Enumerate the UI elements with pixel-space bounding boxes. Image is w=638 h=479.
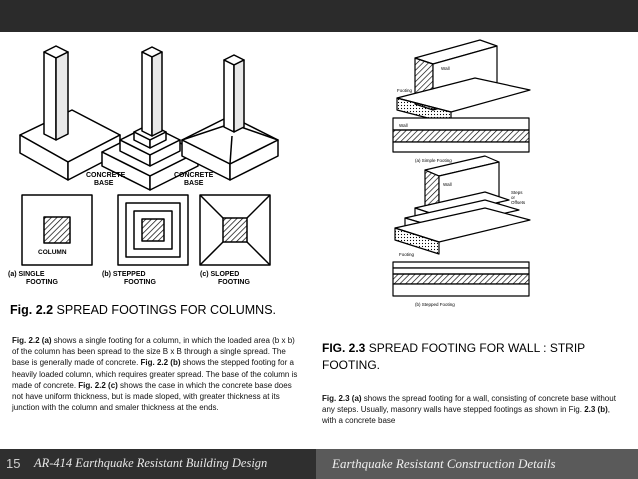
label-steps: Steps xyxy=(511,190,523,195)
label-wall-2: Wall xyxy=(399,123,408,128)
spread-footings-drawing xyxy=(2,40,298,296)
right-caption-text: SPREAD FOOTING FOR WALL : STRIP FOOTING. xyxy=(322,341,585,372)
label-steps-or: or xyxy=(511,195,516,200)
left-figure-caption xyxy=(10,303,276,317)
right-para-text-1: shows the spread footing for a wall, consisting of concrete base without any steps. Usually, masonry walls have stepped footings as shown in Fig. xyxy=(322,394,616,415)
page-number: 15 xyxy=(6,456,21,471)
label-concrete-base-2b: BASE xyxy=(184,180,204,187)
label-wall-3: Wall xyxy=(443,182,452,187)
label-column: COLUMN xyxy=(38,249,67,256)
footer-section-box xyxy=(316,449,638,479)
label-concrete-base-1: CONCRETE xyxy=(86,172,126,179)
label-concrete-base-1b: BASE xyxy=(94,180,114,187)
right-para-text-2: , with a concrete base xyxy=(322,405,610,426)
left-para-text-2: shows the stepped footing for a heavily loaded column, which requires greater spread. The base of the column is made of concrete. xyxy=(12,358,298,390)
caption-a-simple-footing: (a) Simple Footing xyxy=(415,158,452,163)
left-caption-text: SPREAD FOOTINGS FOR COLUMNS. xyxy=(53,303,277,317)
label-footing: Footing xyxy=(397,88,413,93)
footer-section-title: Earthquake Resistant Construction Details xyxy=(332,456,556,471)
left-para-ref-2: Fig. 2.2 (b) xyxy=(140,358,181,368)
footer-course-title: AR-414 Earthquake Resistant Building Design xyxy=(34,456,268,470)
right-paragraph xyxy=(322,393,622,427)
label-concrete-base-2: CONCRETE xyxy=(174,172,214,179)
left-para-ref-1: Fig. 2.2 (a) xyxy=(12,336,52,345)
left-para-text-1: shows a single footing for a column, in which the loaded area (b x b) of the column has been spread to the size B x B through a single spread. The base is generally made of concrete. xyxy=(12,336,295,368)
right-para-ref-1: Fig. 2.3 (a) xyxy=(322,394,362,403)
left-para-ref-3: Fig. 2.2 (c) xyxy=(78,380,118,390)
left-para-text-3: shows the case in which the concrete base does not have uniform thickness, but is made sloped, with greater thickness at its junction with the column and smaler thickness at the ends. xyxy=(12,380,292,413)
footer-bar xyxy=(0,449,638,479)
label-b-line2: FOOTING xyxy=(124,279,156,286)
label-wall: Wall xyxy=(441,66,450,71)
label-offsets: Offsets xyxy=(511,200,526,205)
right-figure-caption xyxy=(322,340,628,374)
caption-b-stepped-footing: (b) Stepped Footing xyxy=(415,302,455,307)
left-paragraph xyxy=(12,335,302,413)
right-caption-ref: FIG. 2.3 xyxy=(322,341,366,355)
right-para-ref-2: 2.3 (b) xyxy=(584,405,608,415)
label-c-line2: FOOTING xyxy=(218,279,250,286)
left-caption-ref: Fig. 2.2 xyxy=(10,303,54,317)
label-footing-2: Footing xyxy=(399,252,415,257)
label-a-line2: FOOTING xyxy=(26,279,58,286)
top-bar xyxy=(0,0,638,32)
label-c-line1: (c) SLOPED xyxy=(200,271,240,278)
label-b-line1: (b) STEPPED xyxy=(102,271,146,278)
strip-footing-drawing xyxy=(385,38,535,314)
label-a-line1: (a) SINGLE xyxy=(8,271,45,278)
